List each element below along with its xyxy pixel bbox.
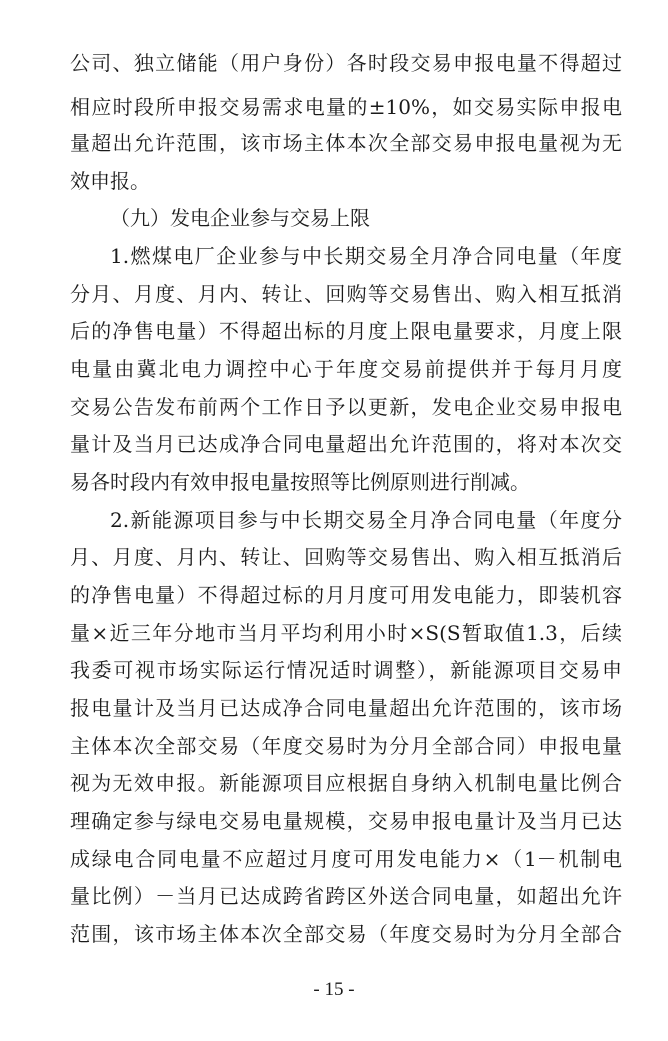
item1-line-2: 分月、月度、月内、转让、回购等交易售出、购入相互抵消 (70, 282, 622, 306)
intro-line-4: 效申报。 (70, 169, 150, 193)
item1-line-1: 1.燃煤电厂企业参与中长期交易全月净合同电量（年度 (110, 244, 622, 268)
item2-line-9: 理确定参与绿电交易电量规模，交易申报电量计及当月已达 (70, 809, 622, 833)
item2-line-12: 范围，该市场主体本次全部交易（年度交易时为分月全部合 (70, 922, 622, 946)
page-number: - 15 - (313, 979, 355, 1000)
intro-line-2: 相应时段所申报交易需求电量的±10%，如交易实际申报电 (70, 95, 622, 119)
item2-line-4: 量×近三年分地市当月平均利用小时×S(S暂取值1.3，后续 (70, 621, 622, 645)
item2-line-7: 主体本次全部交易（年度交易时为分月全部合同）申报电量 (70, 734, 622, 758)
item1-line-5: 交易公告发布前两个工作日予以更新，发电企业交易申报电 (70, 395, 622, 419)
item2-line-11: 量比例）－当月已达成跨省跨区外送合同电量，如超出允许 (70, 884, 622, 908)
item2-line-3: 的净售电量）不得超过标的月月度可用发电能力，即装机容 (70, 583, 622, 607)
item2-line-10: 成绿电合同电量不应超过月度可用发电能力×（1－机制电 (70, 847, 622, 871)
item1-line-6: 量计及当月已达成净合同电量超出允许范围的，将对本次交 (70, 432, 622, 456)
item2-line-5: 我委可视市场实际运行情况适时调整），新能源项目交易申 (70, 658, 622, 682)
item1-line-7: 易各时段内有效申报电量按照等比例原则进行削减。 (70, 470, 530, 494)
item1-line-3: 后的净售电量）不得超出标的月度上限电量要求，月度上限 (70, 319, 622, 343)
item2-line-6: 报电量计及当月已达成净合同电量超出允许范围的，该市场 (70, 696, 622, 720)
section-heading: （九）发电企业参与交易上限 (110, 206, 370, 230)
intro-line-3: 量超出允许范围，该市场主体本次全部交易申报电量视为无 (70, 131, 622, 155)
intro-line-1: 公司、独立储能（用户身份）各时段交易申报电量不得超过 (70, 51, 622, 75)
item2-line-2: 月、月度、月内、转让、回购等交易售出、购入相互抵消后 (70, 545, 622, 569)
item2-line-1: 2.新能源项目参与中长期交易全月净合同电量（年度分 (110, 508, 622, 532)
item2-line-8: 视为无效申报。新能源项目应根据自身纳入机制电量比例合 (70, 771, 622, 795)
item1-line-4: 电量由冀北电力调控中心于年度交易前提供并于每月月度 (70, 357, 622, 381)
